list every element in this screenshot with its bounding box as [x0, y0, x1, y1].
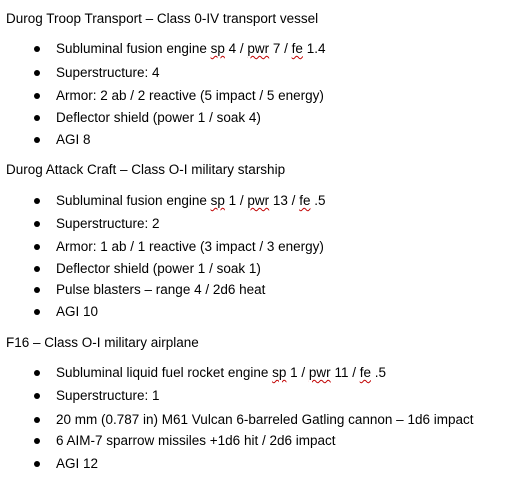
bullet-icon	[34, 70, 40, 76]
list-item-text	[56, 131, 91, 149]
spellcheck-flagged-word: sp	[210, 193, 225, 208]
text-run: Subluminal liquid fuel rocket engine	[56, 365, 273, 380]
spellcheck-flagged-word: fe	[299, 193, 311, 208]
text-run: Subluminal fusion engine	[56, 41, 211, 56]
bullet-icon	[34, 438, 40, 444]
text-run: 1.4	[302, 41, 326, 56]
list-item-text	[56, 192, 325, 210]
bullet-icon	[34, 137, 40, 143]
text-run: AGI 10	[56, 304, 99, 319]
bullet-icon	[34, 370, 40, 376]
list-item-text	[56, 387, 160, 405]
text-run: 11 /	[330, 365, 360, 380]
bullet-icon	[34, 287, 40, 293]
text-run: 1 /	[224, 193, 248, 208]
spellcheck-flagged-word: pwr	[308, 365, 331, 380]
bullet-icon	[34, 221, 40, 227]
text-run: 4 /	[224, 41, 248, 56]
text-run: Superstructure: 2	[56, 216, 160, 231]
text-run: 1 /	[286, 365, 309, 380]
bullet-icon	[34, 46, 40, 52]
text-run: AGI 12	[56, 456, 99, 471]
text-run: Superstructure: 1	[56, 388, 160, 403]
list-item-text	[56, 260, 261, 278]
section-heading: Durog Attack Craft – Class O-I military starship	[6, 162, 286, 177]
text-run: 20 mm (0.787 in) M61 Vulcan 6-barreled Gatling cannon – 1d6 impact	[56, 412, 474, 427]
text-run: Pulse blasters – range 4 / 2d6 heat	[56, 282, 266, 297]
text-run: 6 AIM-7 sparrow missiles +1d6 hit / 2d6 impact	[56, 433, 336, 448]
bullet-icon	[34, 244, 40, 250]
bullet-icon	[34, 393, 40, 399]
spellcheck-flagged-word: sp	[272, 365, 287, 380]
text-run: Armor: 2 ab / 2 reactive (5 impact / 5 energy)	[56, 88, 324, 103]
text-run: Superstructure: 4	[56, 65, 160, 80]
list-item-text	[56, 238, 324, 256]
text-run: .5	[310, 193, 326, 208]
list-item-text	[56, 64, 160, 82]
spellcheck-flagged-word: sp	[210, 41, 225, 56]
spellcheck-flagged-word: pwr	[247, 193, 270, 208]
list-item-text	[56, 303, 98, 321]
bullet-icon	[34, 461, 40, 467]
spellcheck-flagged-word: fe	[359, 365, 371, 380]
bullet-icon	[34, 115, 40, 121]
section-heading: F16 – Class O-I military airplane	[6, 335, 199, 350]
text-run: Subluminal fusion engine	[56, 193, 211, 208]
text-run: Armor: 1 ab / 1 reactive (3 impact / 3 energy)	[56, 239, 324, 254]
bullet-icon	[34, 198, 40, 204]
section-heading: Durog Troop Transport – Class 0-IV transport vessel	[6, 11, 319, 26]
text-run: .5	[370, 365, 386, 380]
text-run: AGI 8	[56, 132, 91, 147]
list-item-text	[56, 411, 473, 429]
bullet-icon	[34, 309, 40, 315]
bullet-icon	[34, 266, 40, 272]
list-item-text	[56, 281, 265, 299]
text-run: Deflector shield (power 1 / soak 4)	[56, 110, 261, 125]
spellcheck-flagged-word: fe	[291, 41, 303, 56]
list-item-text	[56, 364, 386, 382]
bullet-icon	[34, 93, 40, 99]
bullet-icon	[34, 417, 40, 423]
list-item-text	[56, 432, 336, 450]
text-run: 13 /	[269, 193, 300, 208]
list-item-text	[56, 455, 98, 473]
list-item-text	[56, 40, 325, 58]
spellcheck-flagged-word: pwr	[247, 41, 270, 56]
list-item-text	[56, 87, 324, 105]
text-run: 7 /	[269, 41, 292, 56]
list-item-text	[56, 109, 261, 127]
text-run: Deflector shield (power 1 / soak 1)	[56, 261, 261, 276]
list-item-text	[56, 215, 160, 233]
